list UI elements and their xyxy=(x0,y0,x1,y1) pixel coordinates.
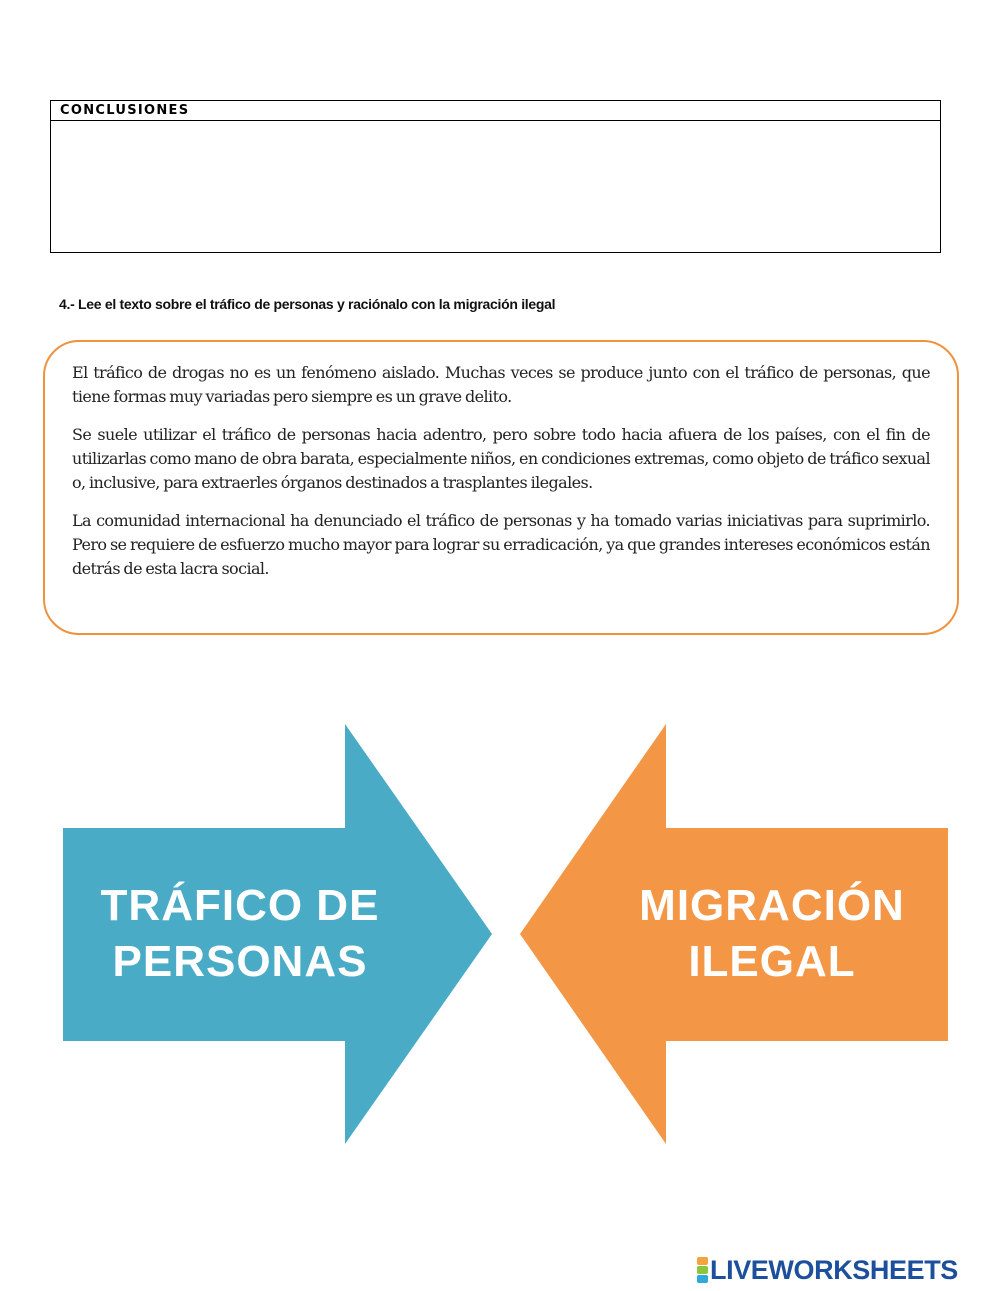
trafico-arrow xyxy=(63,724,492,1144)
migracion-label-line1: MIGRACIÓN xyxy=(639,881,905,930)
reading-paragraph-1: El tráfico de drogas no es un fenómeno aislado. Muchas veces se produce junto con el tráfico de personas, que tiene formas muy variadas pero siempre es un grave delito. xyxy=(72,363,930,406)
logo-badge-icon xyxy=(697,1257,708,1284)
liveworksheets-logo xyxy=(697,1255,958,1285)
trafico-label-line1: TRÁFICO DE xyxy=(100,881,380,930)
reading-paragraph-3: La comunidad internacional ha denunciado el tráfico de personas y ha tomado varias iniciativas para suprimirlo. Pero se requiere de esfuerzo mucho mayor para lograr su erradicación, ya que grandes intereses económicos están detrás de esta lacra social. xyxy=(72,511,930,578)
trafico-label-line2: PERSONAS xyxy=(112,937,368,986)
conclusions-title: CONCLUSIONES xyxy=(51,101,940,121)
migracion-arrow xyxy=(520,724,948,1144)
logo-text: LIVEWORKSHEETS xyxy=(710,1254,958,1285)
reading-paragraph-2: Se suele utilizar el tráfico de personas hacia adentro, pero sobre todo hacia afuera de los países, con el fin de utilizarlas como mano de obra barata, especialmente niños, en condiciones extremas, como objeto de tráfico sexual o, inclusive, para extraerles órganos destinados a trasplantes ilegales. xyxy=(72,425,930,492)
question-4: 4.- Lee el texto sobre el tráfico de personas y raciónalo con la migración ilegal xyxy=(59,296,556,312)
migracion-label-line2: ILEGAL xyxy=(688,937,856,986)
